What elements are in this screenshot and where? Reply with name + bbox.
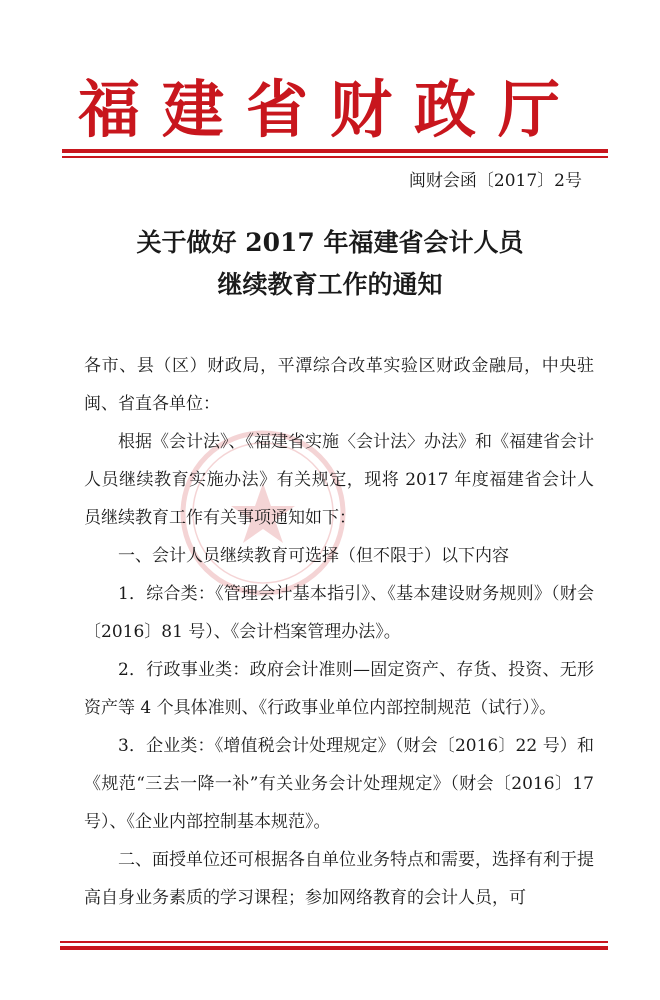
section-2-paragraph: 二、面授单位还可根据各自单位业务特点和需要，选择有利于提高自身业务素质的学习课程；参加网络教育的会计人员，可 [84,850,594,908]
footer-rule-thin [60,941,608,943]
section-1-item-3: 3．企业类：《增值税会计处理规定》（财会〔2016〕22 号）和《规范“三去一降一补”有关业务会计处理规定》（财会〔2016〕17 号）、《企业内部控制基本规范》。 [84,736,594,832]
document-title-line-1: 关于做好 2017 年福建省会计人员 [136,228,524,257]
letterhead-rule-thick [62,149,608,153]
footer-rule-thick [60,946,608,950]
document-title-line-2: 继续教育工作的通知 [217,270,443,299]
document-number: 闽财会函〔2017〕2号 [408,171,582,191]
document-body [84,347,594,917]
section-1-item-2: 2．行政事业类：政府会计准则—固定资产、存货、投资、无形资产等 4 个具体准则、《行政事业单位内部控制规范（试行）》。 [84,660,594,718]
section-1-heading: 一、会计人员继续教育可选择（但不限于）以下内容 [118,546,509,566]
intro-paragraph: 根据《会计法》、《福建省实施〈会计法〉办法》和《福建省会计人员继续教育实施办法》有关规定，现将 2017 年度福建省会计人员继续教育工作有关事项通知如下： [84,432,594,528]
document-title [60,222,600,306]
recipients-paragraph: 各市、县（区）财政局，平潭综合改革实验区财政金融局，中央驻闽、省直各单位： [84,356,594,414]
letterhead-rule-thin [62,156,608,158]
org-letterhead: 福建省财政厅 [77,73,582,146]
section-1-item-1: 1．综合类：《管理会计基本指引》、《基本建设财务规则》（财会〔2016〕81 号）、《会计档案管理办法》。 [84,584,594,642]
